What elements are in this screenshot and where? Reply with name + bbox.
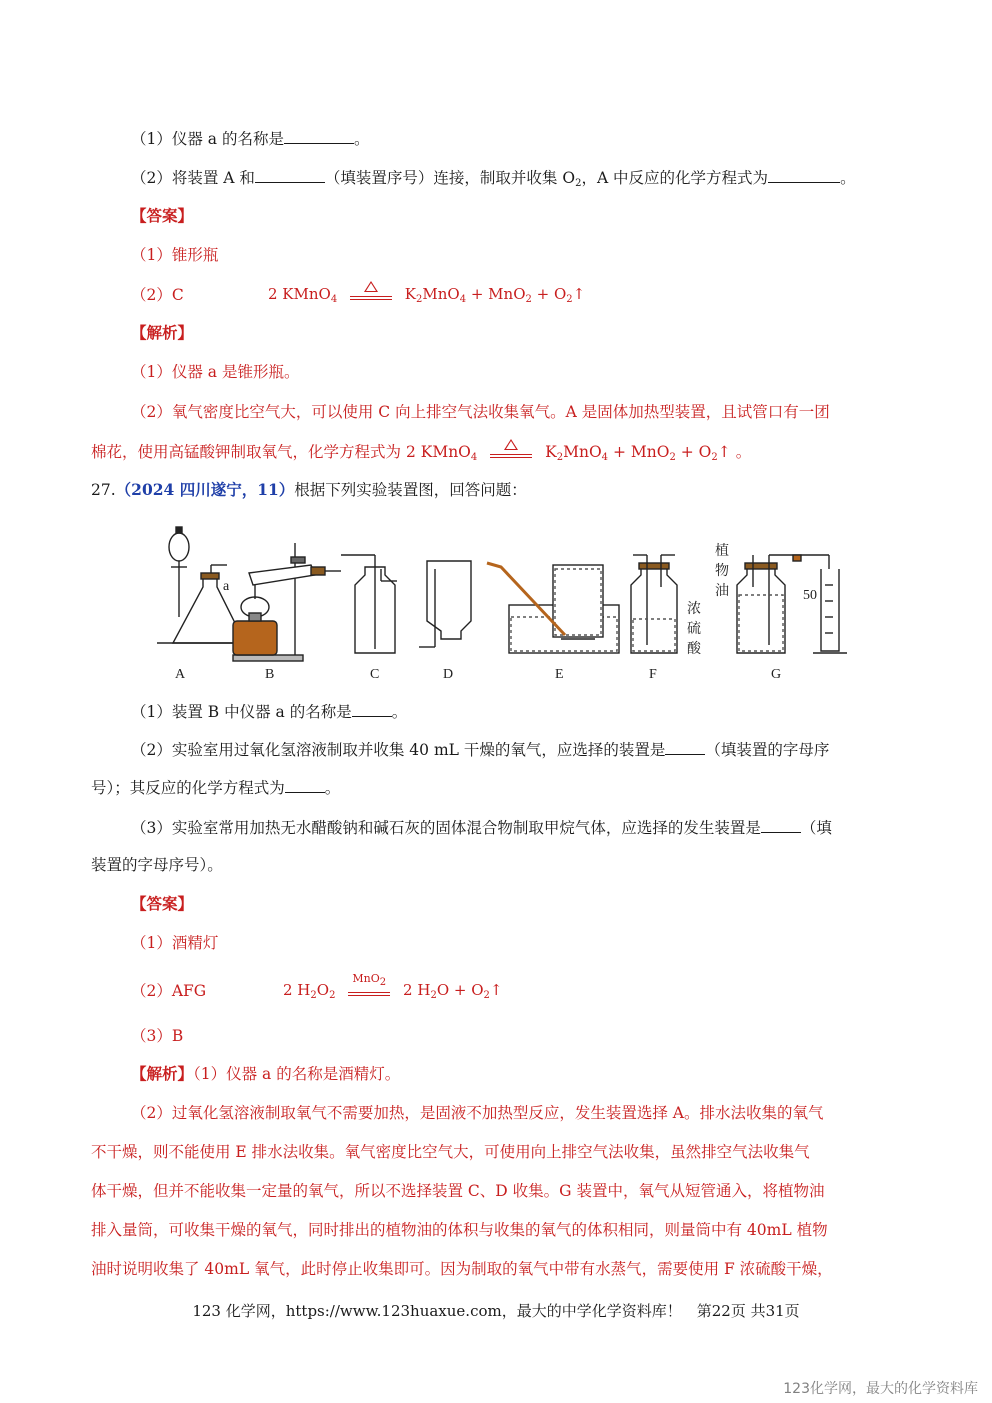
q27-part2-text-b: （填装置的字母序 [705,741,830,759]
figure-label-f: F [649,667,657,682]
eq1b-product-d: + O [675,443,712,461]
q27-analysis-tag: 【解析】 [131,1064,194,1083]
page-footer: 123 化学网，https://www.123huaxue.com，最大的中学化学资料库！ 第22页 共31页 [192,1302,800,1320]
q27-part1-end: 。 [391,703,408,721]
q27-part2-text-c: 号）；其反应的化学方程式为 [91,779,285,797]
eq1b-reactant: 2 KMnO [405,443,471,461]
q27-analysis-1 [131,1064,400,1084]
catalyst-text: MnO [352,972,380,985]
q26-part2-text-b: （填装置序号）连接，制取并收集 O [324,169,576,187]
heat-condition-icon [348,285,394,305]
q26-analysis-2-line2 [91,442,751,468]
q27-source: （2024 四川遂宁，11） [115,480,295,499]
q27-answer-2: （2）AFG [131,982,207,1000]
q27-part2-line1 [131,739,829,760]
f-liquid-char-2: 硫 [687,621,701,637]
eq2-reactant-a-sub: 2 [310,990,317,1001]
q26-part1-blank[interactable] [284,128,354,144]
apparatus-figure [145,525,865,685]
eq1-product-b-sub: 4 [459,294,467,305]
q27-equation [283,972,503,1001]
q27-stem [91,480,527,500]
g-liquid-char-3: 油 [715,583,729,599]
figure-label-c: C [370,667,380,682]
eq2-reactant-b-sub: 2 [329,990,336,1001]
q27-part1-text: （1）装置 B 中仪器 a 的名称是 [131,703,352,721]
eq1b-gas-arrow: ↑ [717,443,731,461]
q26-answer-2: （2）C [131,286,184,304]
eq1b-product-b: MnO [563,443,602,461]
q27-part3-text-a: （3）实验室常用加热无水醋酸钠和碱石灰的固体混合物制取甲烷气体，应选择的发生装置是 [131,819,761,837]
q27-part2-blank1[interactable] [665,739,705,755]
g-liquid-char-1: 植 [715,543,729,559]
q27-answer-3: （3）B [131,1027,184,1045]
q27-part2-line2 [91,777,340,798]
q27-part3-line1 [131,817,832,838]
catalyst-sub: 2 [379,977,387,988]
q26-part2-sub: 2 [575,178,582,189]
eq2-gas-arrow: ↑ [489,981,503,999]
eq2-reactant-b: O [316,981,330,999]
q26-part2-text-a: （2）将装置 A 和 [131,169,255,187]
eq1b-reactant-sub: 4 [470,452,478,463]
q27-part3-text-b: （填 [800,819,832,837]
q27-analysis-2-line1: （2）过氧化氢溶液制取氧气不需要加热，是固液不加热型反应，发生装置选择 A。排水法收集的氧气 [131,1104,824,1122]
eq1-product-a-sub: 2 [416,294,423,305]
q27-part1 [131,701,407,722]
eq1-product-d: + O [531,285,567,303]
q26-part2-text-c: ，A 中反应的化学方程式为 [581,169,769,187]
q26-part2-end: 。 [840,169,856,187]
eq2-reactant-a: 2 H [283,981,311,999]
eq1-product-b: MnO [422,285,460,303]
figure-label-d: D [443,667,454,682]
q27-analysis-2-line5: 油时说明收集了 40mL 氧气，此时停止收集即可。因为制取的氧气中带有水蒸气，需要使用 F 浓硫酸干燥， [91,1260,833,1278]
q27-analysis-1-text: （1）仪器 a 的名称是酒精灯。 [193,1065,401,1083]
q26-analysis-2-end: 。 [735,443,752,461]
eq2-product-b: O + O [436,981,484,999]
eq1-reactant-sub: 4 [330,294,338,305]
q26-analysis-1: （1）仪器 a 是锥形瓶。 [131,363,300,381]
q26-analysis-tag: 【解析】 [131,323,194,342]
figure-label-g: G [771,667,782,682]
apparatus-g-oil-bottle [737,555,847,653]
q26-analysis-2-line1: （2）氧气密度比空气大，可以使用 C 向上排空气法收集氧气。A 是固体加热型装置，且试管口有一团 [131,403,830,421]
eq1b-product-a: K [545,443,557,461]
q27-answer-1: （1）酒精灯 [131,934,219,952]
q26-part1 [131,128,369,149]
eq1b-product-c: + MnO [608,443,670,461]
q27-part2-blank2[interactable] [285,777,325,793]
eq1-reactant: 2 KMnO [268,285,331,303]
q27-number: 27. [91,481,116,499]
f-liquid-char-1: 浓 [687,601,701,617]
q26-part2-blank1[interactable] [255,167,325,183]
q26-part2 [131,167,856,194]
eq2-product-a: 2 H [403,981,431,999]
q27-part1-blank[interactable] [352,701,392,717]
q27-part3-line2: 装置的字母序号）。 [91,856,223,874]
eq1-product-c: + MnO [466,285,526,303]
eq2-product-b-sub: 2 [483,990,490,1001]
eq1b-product-d-sub: 2 [711,452,718,463]
figure-label-b: B [265,667,275,682]
q27-part3-blank[interactable] [761,817,801,833]
eq1-product-c-sub: 2 [525,294,532,305]
q26-part2-blank2[interactable] [768,167,840,183]
eq1-product-a: K [404,285,416,303]
apparatus-e-water-trough [487,563,619,653]
watermark: 123化学网，最大的化学资料库 [783,1381,978,1397]
eq1b-product-b-sub: 4 [601,452,609,463]
apparatus-d-inverted-bottle [419,561,471,647]
q26-part1-text: （1）仪器 a 的名称是 [131,130,284,148]
q27-analysis-2-line4: 排入量筒，可收集干燥的氧气，同时排出的植物油的体积与收集的氧气的体积相同，则量筒中有 40mL 植物 [91,1221,828,1239]
apparatus-f-drying-bottle [631,555,677,653]
q26-equation-1 [268,285,585,305]
q27-analysis-2-line2: 不干燥，则不能使用 E 排水法收集。氧气密度比空气大，可使用向上排空气法收集，虽然排空气法收集气 [91,1143,810,1161]
eq1b-product-a-sub: 2 [556,452,564,463]
q27-stem-text: 根据下列实验装置图，回答问题： [294,481,527,499]
figure-label-e: E [555,667,564,682]
figure-label-a: A [175,667,186,682]
catalyst-condition [346,972,392,1001]
f-liquid-char-3: 酸 [687,641,701,657]
q26-answer-tag: 【答案】 [131,206,194,225]
apparatus-b-heating [233,543,341,661]
heat-condition-icon [488,443,534,463]
eq1-product-d-sub: 2 [566,294,573,305]
eq1-gas-arrow: ↑ [572,285,586,303]
q26-part1-end: 。 [353,130,370,148]
eq2-product-a-sub: 2 [430,990,437,1001]
q27-part2-end: 。 [324,779,341,797]
cylinder-mark-50: 50 [803,588,817,603]
q26-analysis-2-text: 棉花，使用高锰酸钾制取氧气，化学方程式为 [91,443,402,461]
q27-analysis-2-line3: 体干燥，但并不能收集一定量的氧气，所以不选择装置 C、D 收集。G 装置中，氧气从短管通入，将植物油 [91,1182,825,1200]
g-liquid-char-2: 物 [715,563,729,579]
apparatus-c-bottle [341,555,397,653]
q26-analysis-equation [406,443,736,461]
figure-label-instrument-a: a [223,579,230,594]
q27-part2-text-a: （2）实验室用过氧化氢溶液制取并收集 40 mL 干燥的氧气，应选择的装置是 [131,741,666,759]
eq1b-product-c-sub: 2 [669,452,676,463]
q26-answer-1: （1）锥形瓶 [131,246,219,264]
q27-answer-tag: 【答案】 [131,894,194,913]
